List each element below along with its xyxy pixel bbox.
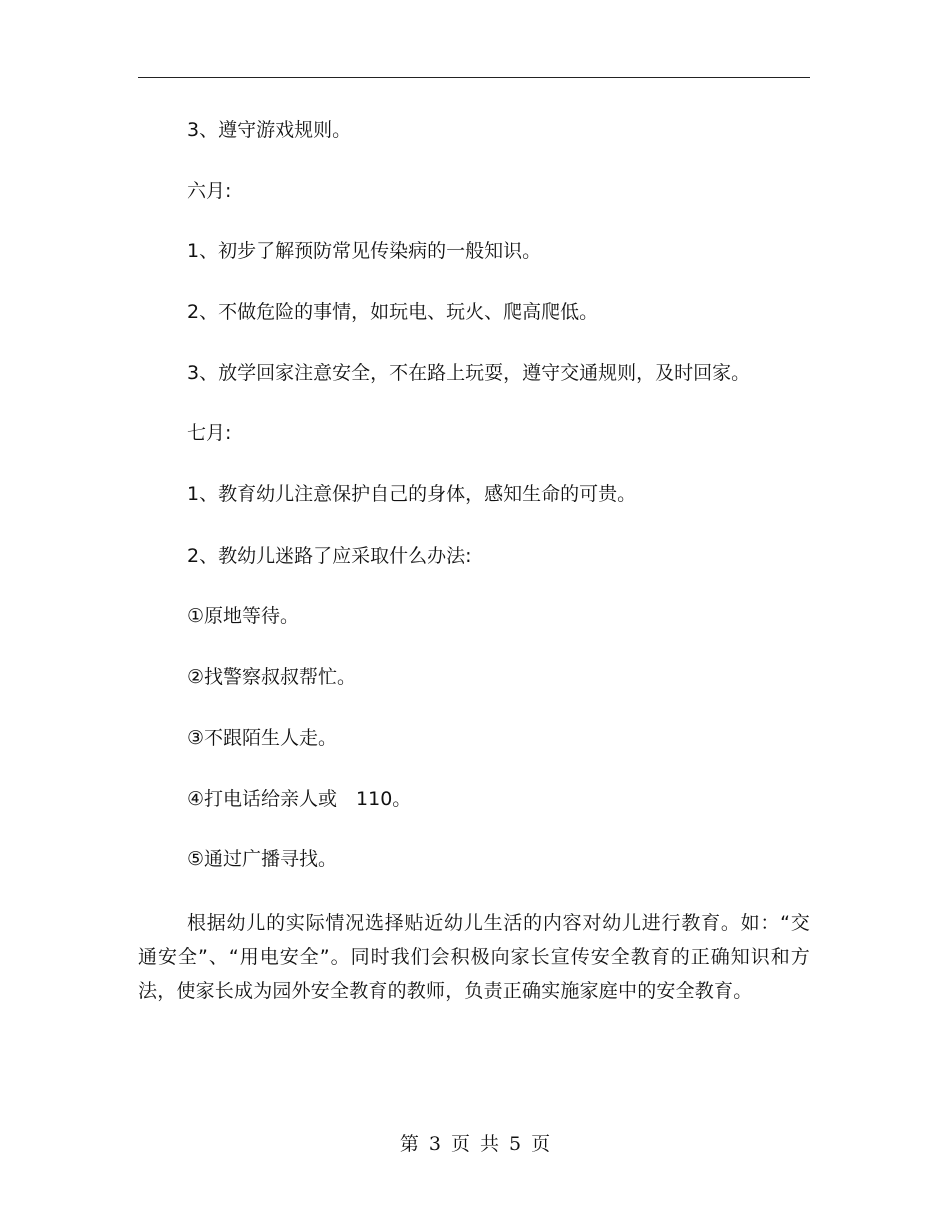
sub-item-3: ③不跟陌生人走。: [187, 727, 338, 749]
body-paragraph: 根据幼儿的实际情况选择贴近幼儿生活的内容对幼儿进行教育。如：“交通安全”、“用电安全”。同时我们会积极向家长宣传安全教育的正确知识和方法，使家长成为园外安全教育的教师，负责正确实施家庭中的安全教育。: [138, 912, 810, 1002]
month-heading-june: 六月:: [187, 180, 232, 202]
item-line-2: 1、初步了解预防常见传染病的一般知识。: [187, 240, 542, 262]
item-line-4: 3、放学回家注意安全，不在路上玩耍，遵守交通规则，及时回家。: [187, 362, 751, 384]
header-rule: [138, 77, 810, 78]
item-line-1: 3、遵守游戏规则。: [187, 119, 352, 141]
sub-item-5: ⑤通过广播寻找。: [187, 848, 338, 870]
item-line-3: 2、不做危险的事情，如玩电、玩火、爬高爬低。: [187, 301, 599, 323]
item-line-5: 1、教育幼儿注意保护自己的身体，感知生命的可贵。: [187, 483, 637, 505]
sub-item-2: ②找警察叔叔帮忙。: [187, 666, 357, 688]
month-heading-july: 七月:: [187, 422, 232, 444]
sub-item-1: ①原地等待。: [187, 605, 300, 627]
page-footer: 第 3 页 共 5 页: [399, 1133, 551, 1155]
item-line-6: 2、教幼儿迷路了应采取什么办法:: [187, 545, 472, 567]
sub-item-4: ④打电话给亲人或 110。: [187, 788, 412, 810]
